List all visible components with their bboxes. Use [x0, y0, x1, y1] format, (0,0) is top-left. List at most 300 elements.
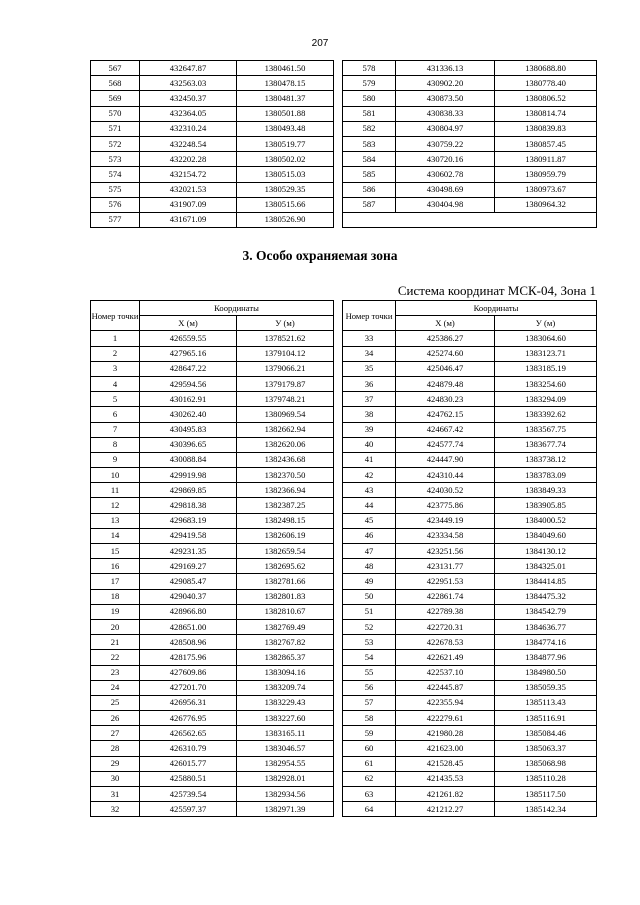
x-coordinate-cell: 431336.13: [396, 61, 495, 76]
table-row: [91, 422, 334, 437]
y-coordinate-cell: 1382659.54: [237, 544, 334, 559]
table-row: [91, 468, 334, 483]
point-number-cell: 568: [91, 76, 140, 91]
header-coordinates: Координаты: [396, 301, 597, 316]
point-number-cell: 53: [343, 635, 396, 650]
point-number-cell: 60: [343, 741, 396, 756]
point-number-cell: 4: [91, 376, 140, 391]
table-row: [91, 91, 334, 106]
table-row: [343, 346, 597, 361]
table-row: [91, 513, 334, 528]
point-number-cell: 52: [343, 619, 396, 634]
x-coordinate-cell: 430873.50: [396, 91, 495, 106]
table-row: [343, 331, 597, 346]
y-coordinate-cell: 1382436.68: [237, 452, 334, 467]
x-coordinate-cell: 432450.37: [140, 91, 237, 106]
x-coordinate-cell: 422951.53: [396, 574, 495, 589]
y-coordinate-cell: 1385116.91: [495, 711, 597, 726]
y-coordinate-cell: 1383567.75: [495, 422, 597, 437]
point-number-cell: 9: [91, 452, 140, 467]
table-row: [91, 756, 334, 771]
x-coordinate-cell: 424577.74: [396, 437, 495, 452]
table-row: [343, 422, 597, 437]
y-coordinate-cell: 1380964.32: [495, 197, 597, 212]
y-coordinate-cell: 1380478.15: [237, 76, 334, 91]
table-row: [91, 392, 334, 407]
point-number-cell: 577: [91, 212, 140, 227]
x-coordinate-cell: 429231.35: [140, 544, 237, 559]
y-coordinate-cell: 1379104.12: [237, 346, 334, 361]
x-coordinate-cell: 432248.54: [140, 136, 237, 151]
x-coordinate-cell: 432310.24: [140, 121, 237, 136]
x-coordinate-cell: 429419.58: [140, 528, 237, 543]
point-number-cell: 19: [91, 604, 140, 619]
point-number-cell: 5: [91, 392, 140, 407]
header-y: У (м): [495, 316, 597, 331]
y-coordinate-cell: 1382781.66: [237, 574, 334, 589]
point-number-cell: 50: [343, 589, 396, 604]
x-coordinate-cell: 421261.82: [396, 787, 495, 802]
point-number-cell: 29: [91, 756, 140, 771]
point-number-cell: 570: [91, 106, 140, 121]
point-number-cell: 11: [91, 483, 140, 498]
header-point-number: Номер точки: [91, 301, 140, 331]
x-coordinate-cell: 425739.54: [140, 787, 237, 802]
x-coordinate-cell: 423251.56: [396, 544, 495, 559]
y-coordinate-cell: 1384049.60: [495, 528, 597, 543]
y-coordinate-cell: 1383123.71: [495, 346, 597, 361]
x-coordinate-cell: 430759.22: [396, 136, 495, 151]
y-coordinate-cell: 1382370.50: [237, 468, 334, 483]
table-row: [343, 695, 597, 710]
y-coordinate-cell: 1383392.62: [495, 407, 597, 422]
table-row: [91, 167, 334, 182]
table-row: [91, 152, 334, 167]
y-coordinate-cell: 1378521.62: [237, 331, 334, 346]
table-row: [343, 604, 597, 619]
point-number-cell: 34: [343, 346, 396, 361]
y-coordinate-cell: 1379179.87: [237, 376, 334, 391]
table-row: [343, 437, 597, 452]
point-number-cell: 10: [91, 468, 140, 483]
table-row: [343, 756, 597, 771]
y-coordinate-cell: 1384636.77: [495, 619, 597, 634]
y-coordinate-cell: 1384414.85: [495, 574, 597, 589]
bottom-right-table: [342, 300, 597, 817]
y-coordinate-cell: 1382865.37: [237, 650, 334, 665]
x-coordinate-cell: 422789.38: [396, 604, 495, 619]
y-coordinate-cell: 1382387.25: [237, 498, 334, 513]
table-row: [91, 407, 334, 422]
header-coordinates: Координаты: [140, 301, 334, 316]
x-coordinate-cell: 424667.42: [396, 422, 495, 437]
y-coordinate-cell: 1382971.39: [237, 802, 334, 817]
top-right-table: [342, 60, 597, 228]
point-number-cell: 8: [91, 437, 140, 452]
y-coordinate-cell: 1384325.01: [495, 559, 597, 574]
table-row: [91, 483, 334, 498]
table-row: [343, 680, 597, 695]
table-row: [343, 452, 597, 467]
y-coordinate-cell: 1380529.35: [237, 182, 334, 197]
y-coordinate-cell: 1380969.54: [237, 407, 334, 422]
y-coordinate-cell: 1380973.67: [495, 182, 597, 197]
y-coordinate-cell: 1380839.83: [495, 121, 597, 136]
point-number-cell: 22: [91, 650, 140, 665]
point-number-cell: 573: [91, 152, 140, 167]
point-number-cell: 61: [343, 756, 396, 771]
x-coordinate-cell: 430495.83: [140, 422, 237, 437]
y-coordinate-cell: 1384475.32: [495, 589, 597, 604]
point-number-cell: 49: [343, 574, 396, 589]
x-coordinate-cell: 430602.78: [396, 167, 495, 182]
x-coordinate-cell: 427609.86: [140, 665, 237, 680]
y-coordinate-cell: 1385063.37: [495, 741, 597, 756]
y-coordinate-cell: 1383254.60: [495, 376, 597, 391]
table-row: [91, 76, 334, 91]
x-coordinate-cell: 430162.91: [140, 392, 237, 407]
table-row: [91, 331, 334, 346]
y-coordinate-cell: 1385084.46: [495, 726, 597, 741]
table-row: [343, 513, 597, 528]
point-number-cell: 14: [91, 528, 140, 543]
point-number-cell: 17: [91, 574, 140, 589]
y-coordinate-cell: 1380778.40: [495, 76, 597, 91]
point-number-cell: 58: [343, 711, 396, 726]
page-number: 207: [311, 38, 329, 49]
y-coordinate-cell: 1380519.77: [237, 136, 334, 151]
y-coordinate-cell: 1385068.98: [495, 756, 597, 771]
point-number-cell: 38: [343, 407, 396, 422]
table-row: [343, 182, 597, 197]
y-coordinate-cell: 1380857.45: [495, 136, 597, 151]
point-number-cell: 47: [343, 544, 396, 559]
x-coordinate-cell: 426559.55: [140, 331, 237, 346]
table-row: [91, 771, 334, 786]
x-coordinate-cell: 424310.44: [396, 468, 495, 483]
table-row: [91, 619, 334, 634]
x-coordinate-cell: 431671.09: [140, 212, 237, 227]
x-coordinate-cell: 432202.28: [140, 152, 237, 167]
table-row: [343, 619, 597, 634]
y-coordinate-cell: 1380515.66: [237, 197, 334, 212]
point-number-cell: 42: [343, 468, 396, 483]
y-coordinate-cell: 1382366.94: [237, 483, 334, 498]
y-coordinate-cell: 1380814.74: [495, 106, 597, 121]
point-number-cell: 578: [343, 61, 396, 76]
x-coordinate-cell: 429818.38: [140, 498, 237, 513]
top-left-table: [90, 60, 334, 228]
point-number-cell: 579: [343, 76, 396, 91]
y-coordinate-cell: 1383046.57: [237, 741, 334, 756]
y-coordinate-cell: 1382662.94: [237, 422, 334, 437]
x-coordinate-cell: 427965.16: [140, 346, 237, 361]
point-number-cell: 16: [91, 559, 140, 574]
table-row: [343, 167, 597, 182]
point-number-cell: 35: [343, 361, 396, 376]
x-coordinate-cell: 430838.33: [396, 106, 495, 121]
y-coordinate-cell: 1383094.16: [237, 665, 334, 680]
table-row: [343, 376, 597, 391]
y-coordinate-cell: 1384000.52: [495, 513, 597, 528]
table-row: [343, 650, 597, 665]
table-row: [343, 61, 597, 76]
x-coordinate-cell: 429085.47: [140, 574, 237, 589]
table-row: [91, 695, 334, 710]
y-coordinate-cell: 1380493.48: [237, 121, 334, 136]
x-coordinate-cell: 425274.60: [396, 346, 495, 361]
x-coordinate-cell: 430720.16: [396, 152, 495, 167]
table-row: [91, 665, 334, 680]
x-coordinate-cell: 430396.65: [140, 437, 237, 452]
table-row: [91, 726, 334, 741]
x-coordinate-cell: 426310.79: [140, 741, 237, 756]
x-coordinate-cell: 421528.45: [396, 756, 495, 771]
point-number-cell: 57: [343, 695, 396, 710]
table-row: [91, 589, 334, 604]
point-number-cell: 54: [343, 650, 396, 665]
point-number-cell: 27: [91, 726, 140, 741]
y-coordinate-cell: 1380461.50: [237, 61, 334, 76]
header-x: X (м): [396, 316, 495, 331]
y-coordinate-cell: 1385142.34: [495, 802, 597, 817]
table-row: [343, 152, 597, 167]
x-coordinate-cell: 428647.22: [140, 361, 237, 376]
point-number-cell: 43: [343, 483, 396, 498]
x-coordinate-cell: 430262.40: [140, 407, 237, 422]
point-number-cell: 574: [91, 167, 140, 182]
x-coordinate-cell: 426015.77: [140, 756, 237, 771]
x-coordinate-cell: 429683.19: [140, 513, 237, 528]
point-number-cell: 567: [91, 61, 140, 76]
y-coordinate-cell: 1384774.16: [495, 635, 597, 650]
y-coordinate-cell: 1385059.35: [495, 680, 597, 695]
x-coordinate-cell: 430498.69: [396, 182, 495, 197]
x-coordinate-cell: 423449.19: [396, 513, 495, 528]
table-row: [343, 121, 597, 136]
table-row: [91, 121, 334, 136]
table-row: [343, 635, 597, 650]
x-coordinate-cell: 432154.72: [140, 167, 237, 182]
y-coordinate-cell: 1382620.06: [237, 437, 334, 452]
table-row: [343, 559, 597, 574]
y-coordinate-cell: 1382928.01: [237, 771, 334, 786]
y-coordinate-cell: 1384877.96: [495, 650, 597, 665]
y-coordinate-cell: 1382954.55: [237, 756, 334, 771]
point-number-cell: 37: [343, 392, 396, 407]
x-coordinate-cell: 429869.85: [140, 483, 237, 498]
x-coordinate-cell: 432647.87: [140, 61, 237, 76]
table-row: [91, 528, 334, 543]
y-coordinate-cell: 1382934.56: [237, 787, 334, 802]
y-coordinate-cell: 1380526.90: [237, 212, 334, 227]
point-number-cell: 1: [91, 331, 140, 346]
y-coordinate-cell: 1384542.79: [495, 604, 597, 619]
y-coordinate-cell: 1379066.21: [237, 361, 334, 376]
table-row: [91, 212, 334, 227]
x-coordinate-cell: 432021.53: [140, 182, 237, 197]
point-number-cell: 63: [343, 787, 396, 802]
x-coordinate-cell: 430902.20: [396, 76, 495, 91]
table-row: [91, 182, 334, 197]
table-row: [91, 361, 334, 376]
table-row: [343, 787, 597, 802]
x-coordinate-cell: 431907.09: [140, 197, 237, 212]
point-number-cell: 51: [343, 604, 396, 619]
empty-cell: [343, 212, 597, 227]
point-number-cell: 18: [91, 589, 140, 604]
x-coordinate-cell: 428651.00: [140, 619, 237, 634]
x-coordinate-cell: 426776.95: [140, 711, 237, 726]
x-coordinate-cell: 428175.96: [140, 650, 237, 665]
table-row: [343, 106, 597, 121]
y-coordinate-cell: 1380806.52: [495, 91, 597, 106]
point-number-cell: 32: [91, 802, 140, 817]
y-coordinate-cell: 1382769.49: [237, 619, 334, 634]
table-row: [91, 604, 334, 619]
y-coordinate-cell: 1382801.83: [237, 589, 334, 604]
y-coordinate-cell: 1382695.62: [237, 559, 334, 574]
point-number-cell: 13: [91, 513, 140, 528]
point-number-cell: 583: [343, 136, 396, 151]
table-row: [91, 498, 334, 513]
point-number-cell: 575: [91, 182, 140, 197]
table-row: [91, 437, 334, 452]
table-row: [91, 635, 334, 650]
table-row: [91, 136, 334, 151]
y-coordinate-cell: 1380502.02: [237, 152, 334, 167]
y-coordinate-cell: 1383849.33: [495, 483, 597, 498]
x-coordinate-cell: 429919.98: [140, 468, 237, 483]
point-number-cell: 33: [343, 331, 396, 346]
x-coordinate-cell: 422621.49: [396, 650, 495, 665]
point-number-cell: 45: [343, 513, 396, 528]
x-coordinate-cell: 423775.86: [396, 498, 495, 513]
table-row: [91, 559, 334, 574]
y-coordinate-cell: 1380688.80: [495, 61, 597, 76]
y-coordinate-cell: 1380481.37: [237, 91, 334, 106]
point-number-cell: 6: [91, 407, 140, 422]
table-row: [343, 361, 597, 376]
table-row: [343, 771, 597, 786]
x-coordinate-cell: 422678.53: [396, 635, 495, 650]
y-coordinate-cell: 1380501.88: [237, 106, 334, 121]
y-coordinate-cell: 1383783.09: [495, 468, 597, 483]
table-row: [91, 574, 334, 589]
x-coordinate-cell: 422537.10: [396, 665, 495, 680]
x-coordinate-cell: 430404.98: [396, 197, 495, 212]
point-number-cell: 55: [343, 665, 396, 680]
point-number-cell: 30: [91, 771, 140, 786]
x-coordinate-cell: 424879.48: [396, 376, 495, 391]
table-row: [91, 802, 334, 817]
x-coordinate-cell: 421980.28: [396, 726, 495, 741]
x-coordinate-cell: 423334.58: [396, 528, 495, 543]
x-coordinate-cell: 425597.37: [140, 802, 237, 817]
x-coordinate-cell: 430804.97: [396, 121, 495, 136]
point-number-cell: 7: [91, 422, 140, 437]
point-number-cell: 28: [91, 741, 140, 756]
point-number-cell: 2: [91, 346, 140, 361]
bottom-left-table: [90, 300, 334, 817]
point-number-cell: 572: [91, 136, 140, 151]
table-row: [91, 741, 334, 756]
y-coordinate-cell: 1383185.19: [495, 361, 597, 376]
table-row: [343, 76, 597, 91]
x-coordinate-cell: 425880.51: [140, 771, 237, 786]
point-number-cell: 40: [343, 437, 396, 452]
x-coordinate-cell: 430088.84: [140, 452, 237, 467]
point-number-cell: 12: [91, 498, 140, 513]
x-coordinate-cell: 428508.96: [140, 635, 237, 650]
point-number-cell: 56: [343, 680, 396, 695]
y-coordinate-cell: 1383064.60: [495, 331, 597, 346]
table-row: [343, 468, 597, 483]
point-number-cell: 44: [343, 498, 396, 513]
y-coordinate-cell: 1380911.87: [495, 152, 597, 167]
y-coordinate-cell: 1383209.74: [237, 680, 334, 695]
x-coordinate-cell: 429594.56: [140, 376, 237, 391]
point-number-cell: 582: [343, 121, 396, 136]
point-number-cell: 3: [91, 361, 140, 376]
table-row: [343, 483, 597, 498]
x-coordinate-cell: 421212.27: [396, 802, 495, 817]
y-coordinate-cell: 1383165.11: [237, 726, 334, 741]
y-coordinate-cell: 1383905.85: [495, 498, 597, 513]
table-row: [343, 665, 597, 680]
point-number-cell: 46: [343, 528, 396, 543]
table-row: [91, 106, 334, 121]
point-number-cell: 576: [91, 197, 140, 212]
point-number-cell: 31: [91, 787, 140, 802]
x-coordinate-cell: 422355.94: [396, 695, 495, 710]
point-number-cell: 39: [343, 422, 396, 437]
point-number-cell: 580: [343, 91, 396, 106]
y-coordinate-cell: 1382606.19: [237, 528, 334, 543]
point-number-cell: 41: [343, 452, 396, 467]
point-number-cell: 569: [91, 91, 140, 106]
table-row: [91, 544, 334, 559]
y-coordinate-cell: 1379748.21: [237, 392, 334, 407]
point-number-cell: 581: [343, 106, 396, 121]
point-number-cell: 48: [343, 559, 396, 574]
table-row: [343, 726, 597, 741]
y-coordinate-cell: 1384980.50: [495, 665, 597, 680]
x-coordinate-cell: 424447.90: [396, 452, 495, 467]
x-coordinate-cell: 422720.31: [396, 619, 495, 634]
point-number-cell: 23: [91, 665, 140, 680]
x-coordinate-cell: 423131.77: [396, 559, 495, 574]
y-coordinate-cell: 1382498.15: [237, 513, 334, 528]
y-coordinate-cell: 1380959.79: [495, 167, 597, 182]
table-row: [91, 197, 334, 212]
x-coordinate-cell: 424830.23: [396, 392, 495, 407]
y-coordinate-cell: 1380515.03: [237, 167, 334, 182]
table-row: [91, 376, 334, 391]
x-coordinate-cell: 421623.00: [396, 741, 495, 756]
y-coordinate-cell: 1384130.12: [495, 544, 597, 559]
header-x: X (м): [140, 316, 237, 331]
point-number-cell: 571: [91, 121, 140, 136]
x-coordinate-cell: 427201.70: [140, 680, 237, 695]
y-coordinate-cell: 1382767.82: [237, 635, 334, 650]
y-coordinate-cell: 1383294.09: [495, 392, 597, 407]
table-row: [91, 61, 334, 76]
point-number-cell: 64: [343, 802, 396, 817]
table-row: [343, 711, 597, 726]
point-number-cell: 15: [91, 544, 140, 559]
table-row: [91, 787, 334, 802]
